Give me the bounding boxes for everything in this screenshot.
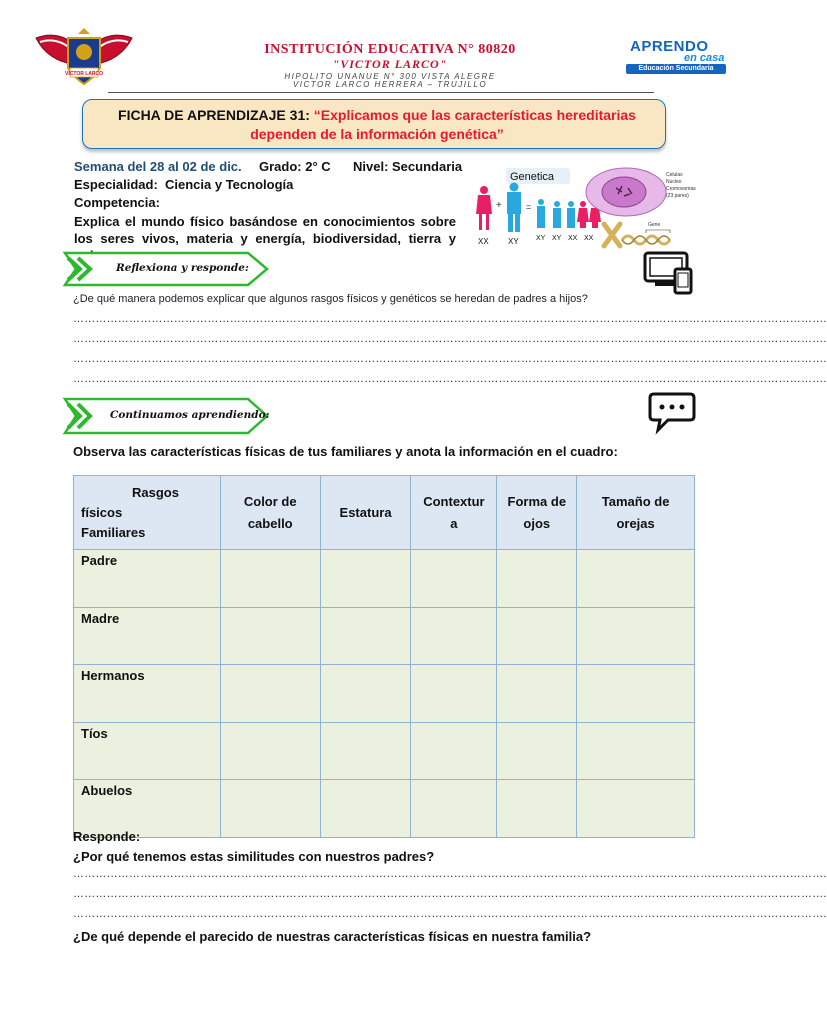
grade-text: Grado: 2° C (259, 159, 331, 174)
answer-line[interactable]: …………………………………………………………………………………………………………………………………………………………………………………. (73, 333, 827, 345)
table-cell[interactable] (497, 722, 577, 780)
header-line: Contextur (423, 493, 485, 509)
cell-label-2: Nucleo (666, 179, 682, 185)
chromo-label-2: XY (508, 237, 519, 246)
table-cell[interactable] (411, 780, 497, 838)
ficha-title-box (82, 99, 666, 149)
continuamos-banner (62, 396, 270, 436)
school-logo (32, 24, 136, 88)
row-label: Abuelos (74, 780, 221, 838)
devices-icon (643, 251, 695, 295)
header-line: Estatura (339, 504, 392, 520)
table-cell[interactable] (220, 550, 320, 608)
table-corner-header (74, 476, 221, 550)
table-cell[interactable] (220, 665, 320, 723)
table-cell[interactable] (320, 665, 411, 723)
table-row-abuelos (74, 780, 695, 838)
table-cell[interactable] (577, 780, 695, 838)
table-row-hermanos (74, 665, 695, 723)
brand-line-1: APRENDO (630, 38, 709, 55)
reflexiona-banner (62, 250, 270, 288)
question-2: ¿De qué depende el parecido de nuestras características físicas en nuestra familia? (73, 929, 592, 944)
header-divider (108, 92, 654, 93)
table-cell[interactable] (411, 722, 497, 780)
week-text: Semana del 28 al 02 de dic. (74, 159, 242, 174)
table-cell[interactable] (577, 607, 695, 665)
table-cell[interactable] (497, 780, 577, 838)
table-cell[interactable] (577, 722, 695, 780)
genetics-title: Genetica (510, 171, 555, 183)
header-line: cabello (247, 515, 293, 531)
table-cell[interactable] (220, 722, 320, 780)
cell-label-1: Celulas (666, 172, 683, 178)
family-traits-table (73, 475, 695, 838)
table-cell[interactable] (411, 607, 497, 665)
answer-line[interactable]: …………………………………………………………………………………………………………………………………………………………………………………. (73, 868, 827, 880)
answer-line[interactable]: …………………………………………………………………………………………………………………………………………………………………………………. (73, 373, 827, 385)
table-cell[interactable] (320, 780, 411, 838)
specialty-value: Ciencia y Tecnología (165, 177, 294, 192)
corner-line: Rasgos (132, 484, 179, 500)
table-cell[interactable] (411, 550, 497, 608)
chromo-label-3: XY (536, 235, 546, 242)
brand-line-2: en casa (684, 52, 725, 64)
table-cell[interactable] (411, 665, 497, 723)
column-header-build (411, 476, 497, 550)
cell-label-4: (23 pares) (666, 193, 689, 199)
reflection-question: ¿De qué manera podemos explicar que algunos rasgos físicos y genéticos se heredan de padres a hijos? (73, 293, 588, 305)
header-line: Tamaño de (601, 493, 670, 509)
ficha-label: FICHA DE APRENDIZAJE 31: (118, 107, 310, 123)
address-line-1: HIPOLITO UNANUE N° 300 VISTA ALEGRE (284, 72, 496, 81)
aprendo-en-casa-logo (626, 38, 730, 76)
table-cell[interactable] (220, 780, 320, 838)
row-label: Padre (74, 550, 221, 608)
svg-text:+: + (496, 200, 502, 211)
ficha-title: “Explicamos que las características hereditarias dependen de la información genética” (250, 107, 636, 142)
corner-line: físicos (81, 504, 123, 520)
answer-line[interactable]: …………………………………………………………………………………………………………………………………………………………………………………. (73, 313, 827, 325)
row-label: Hermanos (74, 665, 221, 723)
row-label: Tíos (74, 722, 221, 780)
column-header-ear-size (577, 476, 695, 550)
table-cell[interactable] (497, 607, 577, 665)
competency-label: Competencia: (74, 195, 160, 210)
competency-text: Explica el mundo físico basándose en conocimientos sobre los seres vivos, materia y energía, biodiversidad, tierra y (74, 214, 456, 246)
chromo-label-5: XX (568, 235, 578, 242)
table-cell[interactable] (497, 550, 577, 608)
header-line: Forma de (507, 493, 567, 509)
column-header-eye-shape (497, 476, 577, 550)
table-cell[interactable] (320, 607, 411, 665)
institution-name: INSTITUCIÓN EDUCATIVA N° 80820 (264, 42, 516, 57)
level-text: Nivel: Secundaria (353, 159, 463, 174)
genetics-illustration (470, 164, 698, 252)
answer-line[interactable]: …………………………………………………………………………………………………………………………………………………………………………………. (73, 353, 827, 365)
table-cell[interactable] (497, 665, 577, 723)
question-1: ¿Por qué tenemos estas similitudes con nuestros padres? (73, 849, 435, 864)
svg-text:=: = (526, 202, 532, 212)
brand-line-3: Educación Secundaria (626, 64, 726, 74)
column-header-hair-color (220, 476, 320, 550)
table-row-padre (74, 550, 695, 608)
reflexiona-label: Reflexiona y responde: (116, 262, 249, 274)
chromo-label-6: XX (584, 235, 594, 242)
table-row-tios (74, 722, 695, 780)
continuamos-label: Continuamos aprendiendo: (110, 409, 270, 421)
table-cell[interactable] (320, 550, 411, 608)
school-name: "VICTOR LARCO" (332, 57, 448, 71)
row-label: Madre (74, 607, 221, 665)
chat-bubble-icon (648, 390, 696, 436)
answer-line[interactable]: …………………………………………………………………………………………………………………………………………………………………………………. (73, 908, 827, 920)
corner-line: Familiares (81, 524, 146, 540)
table-cell[interactable] (320, 722, 411, 780)
header-line: ojos (523, 515, 551, 531)
table-cell[interactable] (577, 550, 695, 608)
gene-label: Gene (648, 222, 661, 228)
responde-label: Responde: (73, 829, 141, 844)
table-instruction: Observa las características físicas de tus familiares y anota la información en el cuadro: (73, 444, 618, 459)
answer-line[interactable]: …………………………………………………………………………………………………………………………………………………………………………………. (73, 888, 827, 900)
specialty-label: Especialidad: (74, 177, 158, 192)
chromo-label-1: XX (478, 237, 489, 246)
table-cell[interactable] (220, 607, 320, 665)
table-row-madre (74, 607, 695, 665)
column-header-height (320, 476, 411, 550)
address-line-2: VICTOR LARCO HERRERA – TRUJILLO (292, 80, 488, 89)
chromo-label-4: XY (552, 235, 562, 242)
cell-label-3: Cromosomas (666, 186, 696, 192)
header-line: a (450, 515, 458, 531)
header-line: orejas (616, 515, 655, 531)
logo-text: VICTOR LARCO (65, 71, 103, 77)
table-cell[interactable] (577, 665, 695, 723)
header-line: Color de (243, 493, 297, 509)
